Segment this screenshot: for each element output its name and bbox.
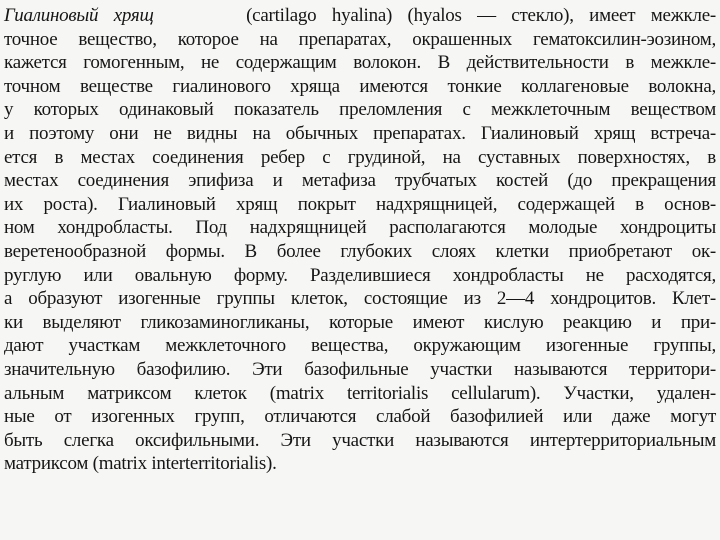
text-line-16: значительную базофилию. Эти базофильные участки называются территори- (4, 358, 716, 380)
text-line-11: веретенообразной формы. В более глубоких слоях клетки приобретают ок- (4, 240, 716, 262)
text-line-1 (4, 4, 716, 28)
paragraph (4, 4, 716, 476)
text-line-5: у которых одинаковый показатель преломления с межклеточным веществом (4, 99, 716, 121)
text-line-15: дают участкам межклеточного вещества, окружающим изогенные группы, (4, 335, 716, 357)
text-line-14: ки выделяют гликозаминогликаны, которые имеют кислую реакцию и при- (4, 311, 716, 333)
text-line-2: точное вещество, которое на препаратах, окрашенных гематоксилин-эозином, (4, 28, 716, 50)
text-line-9: их роста). Гиалиновый хрящ покрыт надхрящницей, содержащей в основ- (4, 193, 716, 215)
text-line-7: ется в местах соединения ребер с грудиной, на суставных поверхностях, в (4, 146, 716, 168)
line-1-rest: (cartilago hyalina) (hyalos — стекло), имеет межкле- (246, 5, 716, 26)
text-line-19: быть слегка оксифильными. Эти участки называются интертерриториальным (4, 429, 716, 451)
text-line-10: ном хондробласты. Под надхрящницей располагаются молодые хондроциты (4, 217, 716, 239)
text-line-17: альным матриксом клеток (matrix territorialis cellularum). Участки, удален- (4, 382, 716, 404)
text-line-20: матриксом (matrix interterritorialis). (4, 453, 277, 475)
text-line-12: руглую или овальную форму. Разделившиеся хондробласты не расходятся, (4, 264, 716, 286)
text-line-13: а образуют изогенные группы клеток, состоящие из 2—4 хондроцитов. Клет- (4, 288, 716, 310)
text-line-3: кажется гомогенным, не содержащим волокон. В действительности в межкле- (4, 52, 716, 74)
text-line-8: местах соединения эпифиза и метафиза трубчатых костей (до прекращения (4, 170, 716, 192)
term-heading: Гиалиновый хрящ (4, 5, 154, 26)
text-line-4: точном веществе гиалинового хряща имеются тонкие коллагеновые волокна, (4, 75, 716, 97)
text-line-18: ные от изогенных групп, отличаются слабой базофилией или даже могут (4, 406, 716, 428)
text-line-6: и поэтому они не видны на обычных препаратах. Гиалиновый хрящ встреча- (4, 122, 716, 144)
